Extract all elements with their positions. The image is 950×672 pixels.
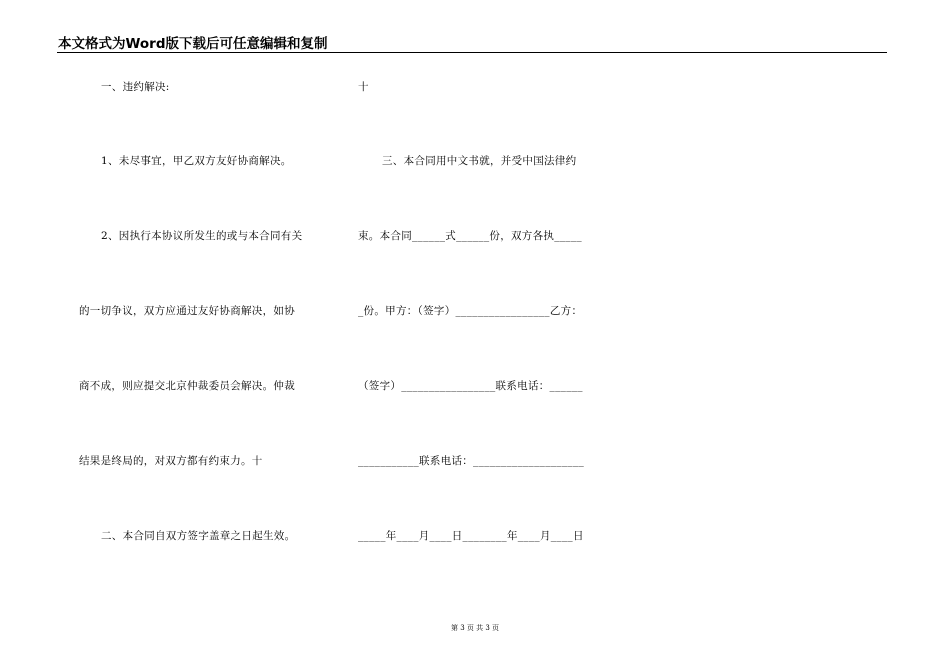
left-line-2: 1、未尽事宜，甲乙双方友好协商解决。 — [101, 155, 292, 167]
left-line-7: 二、本合同自双方签字盖章之日起生效。 — [101, 530, 296, 542]
left-line-6: 结果是终局的，对双方都有约束力。十 — [79, 455, 263, 467]
page-number-footer: 第 3 页 共 3 页 — [450, 624, 500, 632]
document-header-title: 本文格式为Word版下载后可任意编辑和复制 — [58, 36, 328, 52]
right-line-2: 三、本合同用中文书就，并受中国法律约 — [382, 155, 577, 167]
left-line-5: 商不成，则应提交北京仲裁委员会解决。仲裁 — [79, 380, 295, 392]
left-line-3: 2、因执行本协议所发生的或与本合同有关 — [101, 230, 303, 242]
right-line-6: ___________联系电话：____________________ — [358, 455, 585, 467]
header-divider — [57, 52, 887, 53]
right-line-3: 束。本合同______式______份，双方各执_____ — [358, 230, 582, 242]
left-line-1: 一、违约解决: — [101, 81, 170, 93]
right-line-4: _份。甲方：（签字）_________________乙方： — [358, 305, 583, 317]
right-line-5: （签字）_________________联系电话：______ — [358, 380, 583, 392]
left-line-4: 的一切争议，双方应通过友好协商解决，如协 — [79, 305, 295, 317]
right-line-1: 十 — [358, 81, 369, 93]
right-line-7: _____年____月____日________年____月____日 — [358, 530, 584, 542]
